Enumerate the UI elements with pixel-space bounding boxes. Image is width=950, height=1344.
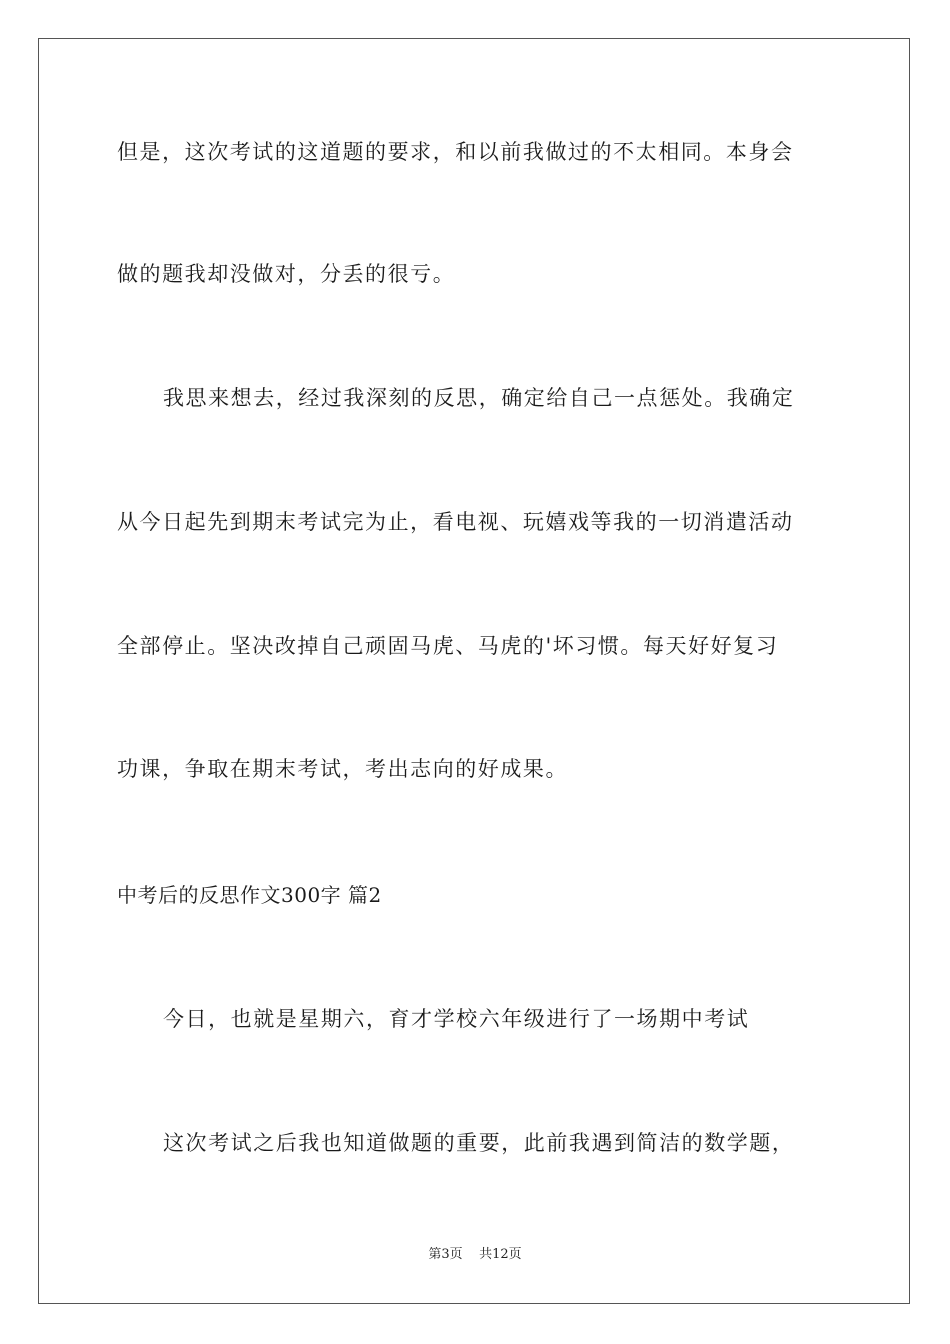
paragraph-line-3: 我思来想去，经过我深刻的反思，确定给自己一点惩处。我确定 xyxy=(163,386,795,410)
total-pages: 共12页 xyxy=(479,1247,522,1262)
paragraph-line-8: 这次考试之后我也知道做题的重要，此前我遇到简洁的数学题， xyxy=(163,1131,795,1155)
paragraph-line-1: 但是，这次考试的这道题的要求，和以前我做过的不太相同。本身会 xyxy=(117,140,794,164)
paragraph-line-4: 从今日起先到期末考试完为止，看电视、玩嬉戏等我的一切消遣活动 xyxy=(117,510,794,534)
paragraph-line-5: 全部停止。坚决改掉自己顽固马虎、马虎的'坏习惯。每天好好复习 xyxy=(117,634,779,658)
paragraph-line-2: 做的题我却没做对，分丢的很亏。 xyxy=(117,262,456,286)
page-border xyxy=(38,38,910,1304)
paragraph-line-6: 功课，争取在期末考试，考出志向的好成果。 xyxy=(117,757,568,781)
page-footer xyxy=(0,1246,950,1264)
paragraph-line-7: 今日，也就是星期六，育才学校六年级进行了一场期中考试 xyxy=(163,1007,750,1031)
page-number: 第3页 xyxy=(428,1247,463,1262)
section-heading: 中考后的反思作文300字 篇2 xyxy=(117,883,382,907)
